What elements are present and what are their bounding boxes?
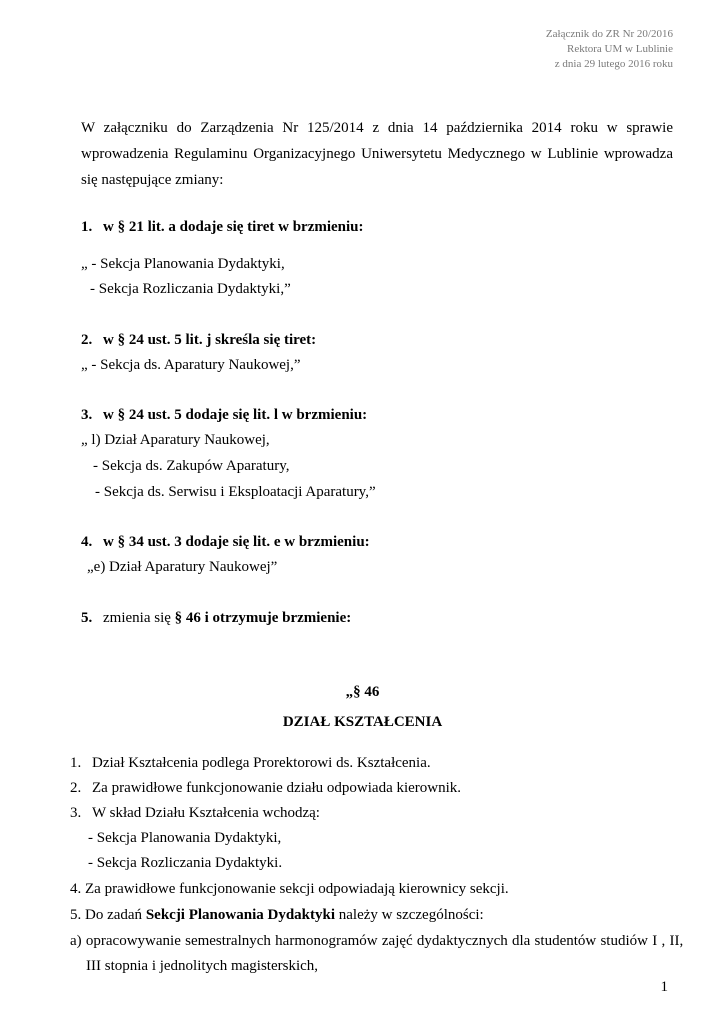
section-item-5-post: należy w szczególności:: [335, 907, 484, 923]
header-line-attachment: Załącznik do ZR Nr 20/2016: [545, 28, 673, 40]
change-5-text-bold: § 46 i otrzymuje brzmienie:: [174, 610, 352, 626]
change-3-heading: [81, 405, 367, 425]
change-2-number: 2.: [81, 332, 93, 348]
section-item-2-number: 2.: [70, 780, 82, 796]
change-4-number: 4.: [81, 534, 93, 550]
change-3-line-3: - Sekcja ds. Serwisu i Eksploatacji Aparatury,”: [95, 484, 376, 500]
section-item-3: [70, 803, 320, 823]
change-1-text: w § 21 lit. a dodaje się tiret w brzmieniu:: [103, 219, 364, 235]
section-item-4: 4. Za prawidłowe funkcjonowanie sekcji odpowiadają kierownicy sekcji.: [70, 881, 509, 897]
section-item-3-number: 3.: [70, 805, 82, 821]
section-item-3-text: W skład Działu Kształcenia wchodzą:: [92, 805, 320, 821]
document-header: [546, 27, 673, 72]
section-paragraph-number: „§ 46: [345, 684, 380, 700]
change-4-line-1: „e) Dział Aparatury Naukowej”: [87, 559, 278, 575]
section-item-5-bold: Sekcji Planowania Dydaktyki: [145, 907, 336, 923]
change-1-line-2: - Sekcja Rozliczania Dydaktyki,”: [90, 281, 291, 297]
change-3-line-1: „ l) Dział Aparatury Naukowej,: [81, 432, 270, 448]
change-4-heading: [81, 532, 370, 552]
section-title: DZIAŁ KSZTAŁCENIA: [282, 714, 443, 730]
intro-paragraph: W załączniku do Zarządzenia Nr 125/2014 z dnia 14 października 2014 roku w sprawie wprowadzenia Regulaminu Organizacyjnego Uniwersytetu Medycznego w Lublinie wprowadza się następujące zmiany:: [81, 120, 673, 188]
change-5-text-normal: zmienia się: [103, 610, 175, 626]
section-item-5: [70, 905, 484, 925]
section-item-5-pre: 5. Do zadań: [70, 907, 146, 923]
section-item-1-number: 1.: [70, 755, 82, 771]
change-3-number: 3.: [81, 407, 93, 423]
section-item-1-text: Dział Kształcenia podlega Prorektorowi ds. Kształcenia.: [92, 755, 431, 771]
header-line-rector: Rektora UM w Lublinie: [566, 43, 673, 55]
change-1-heading: [81, 217, 364, 237]
section-item-a-line-1: a) opracowywanie semestralnych harmonogramów zajęć dydaktycznych dla studentów studiów I , II,: [70, 933, 684, 949]
change-3-line-2: - Sekcja ds. Zakupów Aparatury,: [93, 458, 290, 474]
section-item-2-text: Za prawidłowe funkcjonowanie działu odpowiada kierownik.: [92, 780, 462, 796]
header-line-date: z dnia 29 lutego 2016 roku: [554, 58, 673, 70]
change-2-heading: [81, 330, 316, 350]
section-item-2: [70, 778, 461, 798]
section-item-a-line-2: III stopnia i jednolitych magisterskich,: [86, 958, 319, 974]
change-3-text: w § 24 ust. 5 dodaje się lit. l w brzmieniu:: [103, 407, 368, 423]
change-1-number: 1.: [81, 219, 93, 235]
section-subitem-2: - Sekcja Rozliczania Dydaktyki.: [88, 855, 283, 871]
change-2-text: w § 24 ust. 5 lit. j skreśla się tiret:: [103, 332, 317, 348]
change-2-line-1: „ - Sekcja ds. Aparatury Naukowej,”: [81, 357, 301, 373]
change-5-heading: [81, 608, 351, 628]
change-5-number: 5.: [81, 610, 93, 626]
page-number: 1: [660, 979, 668, 995]
section-subitem-1: - Sekcja Planowania Dydaktyki,: [88, 830, 282, 846]
section-item-1: [70, 753, 431, 773]
change-4-text: w § 34 ust. 3 dodaje się lit. e w brzmieniu:: [103, 534, 370, 550]
change-1-line-1: „ - Sekcja Planowania Dydaktyki,: [81, 256, 285, 272]
